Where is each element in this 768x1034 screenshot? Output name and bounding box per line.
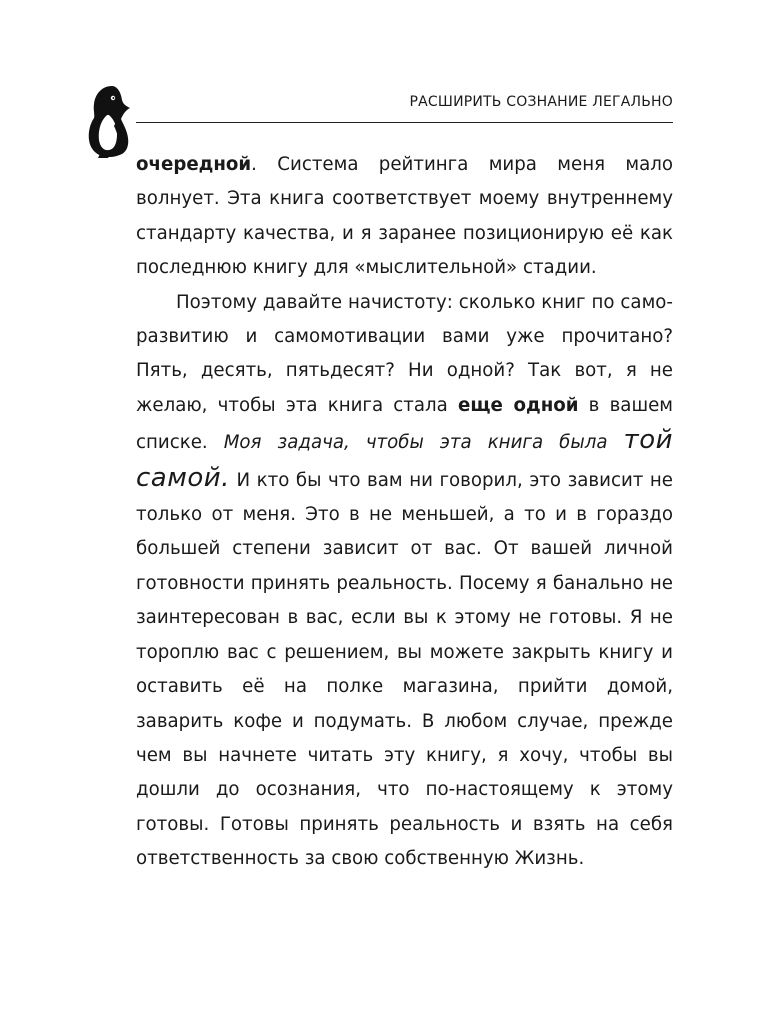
- text-normal: И кто бы что вам ни говорил, это зависит не только от меня. Это в не меньшей, а то и в гораздо большей степени зависит от вас. От вашей личной готовности принять реальность. Посему я банально не заинтересован в вас, если вы к этому не готовы. Я не тороплю вас с решением, вы можете закрыть книгу и оставить её на полке магазина, прийти домой, заварить кофе и подумать. В любом случае, прежде чем вы начнете читать эту книгу, я хочу, чтобы вы дошли до осознания, что по-настоящему к этому готовы. Готовы принять реальность и взять на себя ответственность за свою собственную Жизнь.: [136, 469, 673, 870]
- text-normal: Поэтому давайте начистоту: сколько книг по саморазвитию и самомотивации вами уже прочитано? Пять, десять, пятьдесят? Ни одной? Так вот, я не желаю, чтобы эта книга стала: [136, 291, 673, 416]
- running-header: [136, 92, 673, 123]
- text-normal: в вашем списке.: [136, 394, 673, 454]
- paragraph-2: [136, 286, 673, 877]
- text-bold: еще одной: [458, 394, 579, 416]
- paragraph-1: [136, 148, 673, 286]
- penguin-icon: [86, 84, 132, 158]
- text-italic: Моя задача, чтобы эта книга была: [223, 432, 624, 454]
- text-bold: очередной: [136, 154, 252, 175]
- body-text: [136, 148, 673, 877]
- text-emphasis-large: той самой.: [136, 425, 673, 493]
- running-title: РАСШИРИТЬ СОЗНАНИЕ ЛЕГАЛЬНО: [409, 94, 673, 110]
- text-normal: . Система рейтинга мира меня мало волнует. Эта книга соответствует моему внутреннему стандарту качества, и я заранее позиционирую её как последнюю книгу для «мыслительной» стадии.: [136, 154, 673, 279]
